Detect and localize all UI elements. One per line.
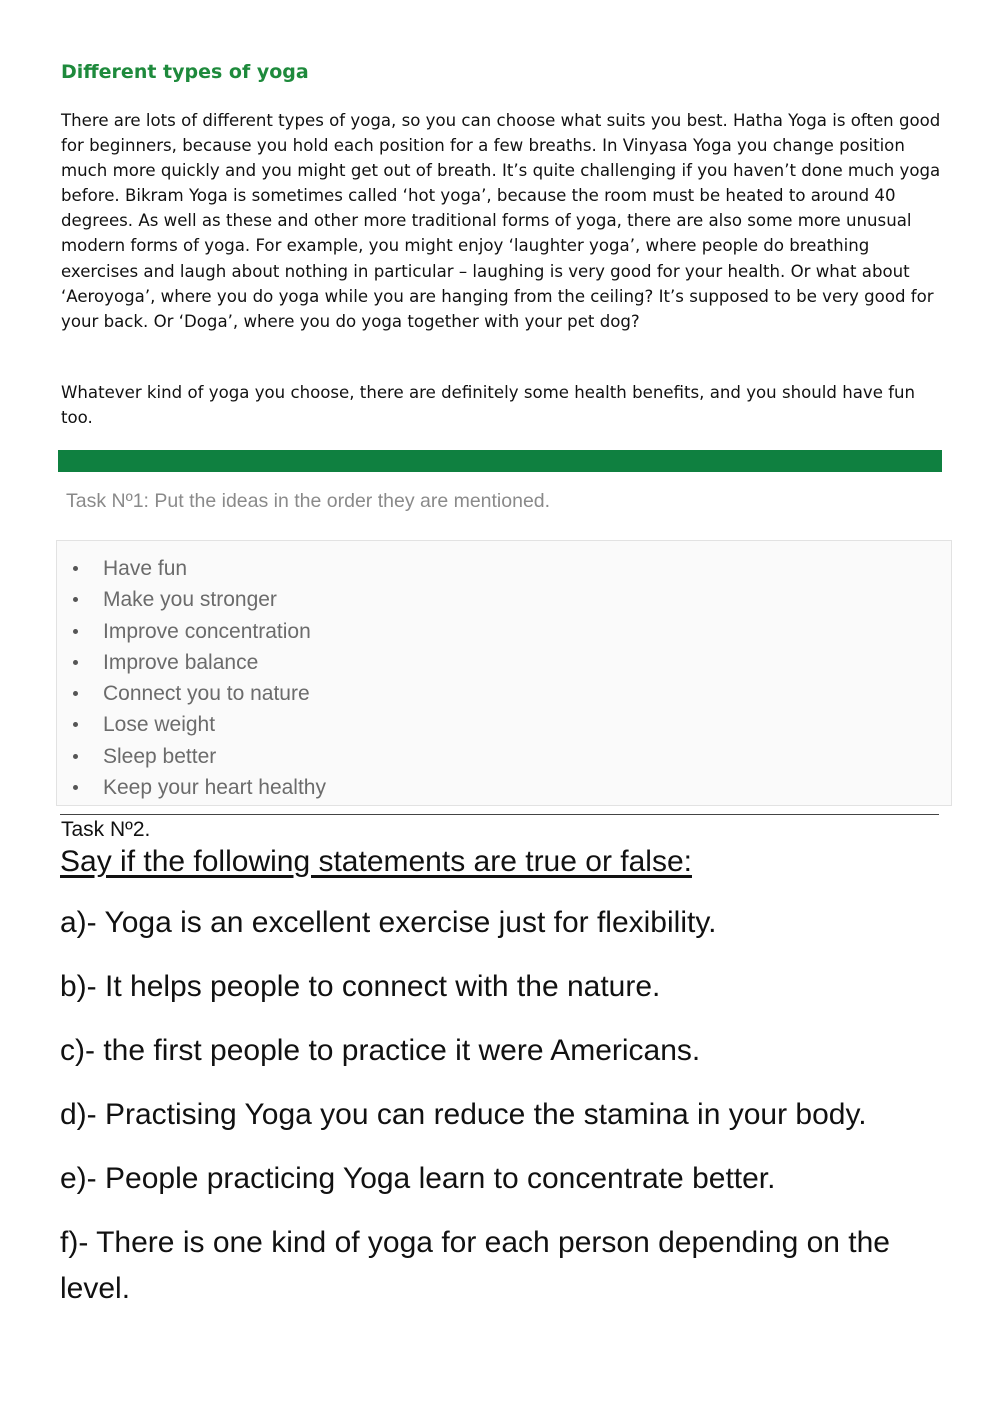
list-item[interactable]: [57, 616, 951, 647]
statement-c: c)- the first people to practice it were Americans.: [60, 1034, 701, 1067]
bullet-icon: [73, 597, 78, 602]
page-title: Different types of yoga: [61, 61, 309, 83]
section-divider-bar: [58, 450, 942, 472]
list-item-label: Have fun: [103, 557, 188, 580]
list-item-label: Keep your heart healthy: [103, 776, 326, 800]
task1-title: Task Nº1: Put the ideas in the order they are mentioned.: [66, 490, 551, 512]
bullet-icon: [73, 566, 78, 571]
statement-d: d)- Practising Yoga you can reduce the stamina in your body.: [60, 1098, 867, 1131]
list-item[interactable]: [57, 647, 951, 678]
list-item[interactable]: [57, 741, 951, 772]
bullet-icon: [73, 754, 78, 759]
reading-paragraph: Whatever kind of yoga you choose, there are definitely some health benefits, and you should have fun too.: [61, 383, 916, 428]
task2-title: Task Nº2.: [61, 818, 151, 841]
bullet-icon: [73, 722, 78, 727]
task2-instruction: Say if the following statements are true or false:: [60, 845, 692, 878]
horizontal-rule: [60, 814, 939, 815]
list-item-label: Improve balance: [103, 650, 259, 674]
list-item-label: Make you stronger: [103, 588, 277, 612]
statement-f: f)- There is one kind of yoga for each person depending on the level.: [60, 1226, 890, 1305]
list-item-label: Lose weight: [103, 713, 216, 737]
list-item[interactable]: [57, 709, 951, 740]
bullet-icon: [73, 785, 78, 790]
ideas-list: [57, 553, 951, 803]
reading-paragraph: There are lots of different types of yoga, so you can choose what suits you best. Hatha Yoga is often good for beginners, because you hold each position for a few breaths. In Vinyasa Yoga you change position much more quickly and you might get out of breath. It’s quite challenging if you haven’t done much yoga before. Bikram Yoga is sometimes called ‘hot yoga’, because the room must be heated to around 40 degrees. As well as these and other more traditional forms of yoga, there are also some more unusual modern forms of yoga. For example, you might enjoy ‘laughter yoga’, where people do breathing exercises and laugh about nothing in particular – laughing is very good for your health. Or what about ‘Aeroyoga’, where you do yoga while you are hanging from the ceiling? It’s supposed to be very good for your back. Or ‘Doga’, where you do yoga together with your pet dog?: [61, 111, 941, 331]
list-item-label: Sleep better: [103, 744, 217, 768]
list-item-label: Improve concentration: [103, 619, 311, 643]
list-item[interactable]: [57, 772, 951, 803]
list-item[interactable]: [57, 553, 951, 584]
list-item[interactable]: [57, 584, 951, 615]
list-item[interactable]: [57, 678, 951, 709]
statement-e: e)- People practicing Yoga learn to concentrate better.: [60, 1162, 776, 1195]
statement-b: b)- It helps people to connect with the nature.: [60, 970, 661, 1003]
ideas-list-box: [56, 540, 952, 806]
bullet-icon: [73, 660, 78, 665]
bullet-icon: [73, 691, 78, 696]
statement-a: a)- Yoga is an excellent exercise just for flexibility.: [60, 906, 717, 939]
list-item-label: Connect you to nature: [103, 682, 310, 706]
bullet-icon: [73, 629, 78, 634]
